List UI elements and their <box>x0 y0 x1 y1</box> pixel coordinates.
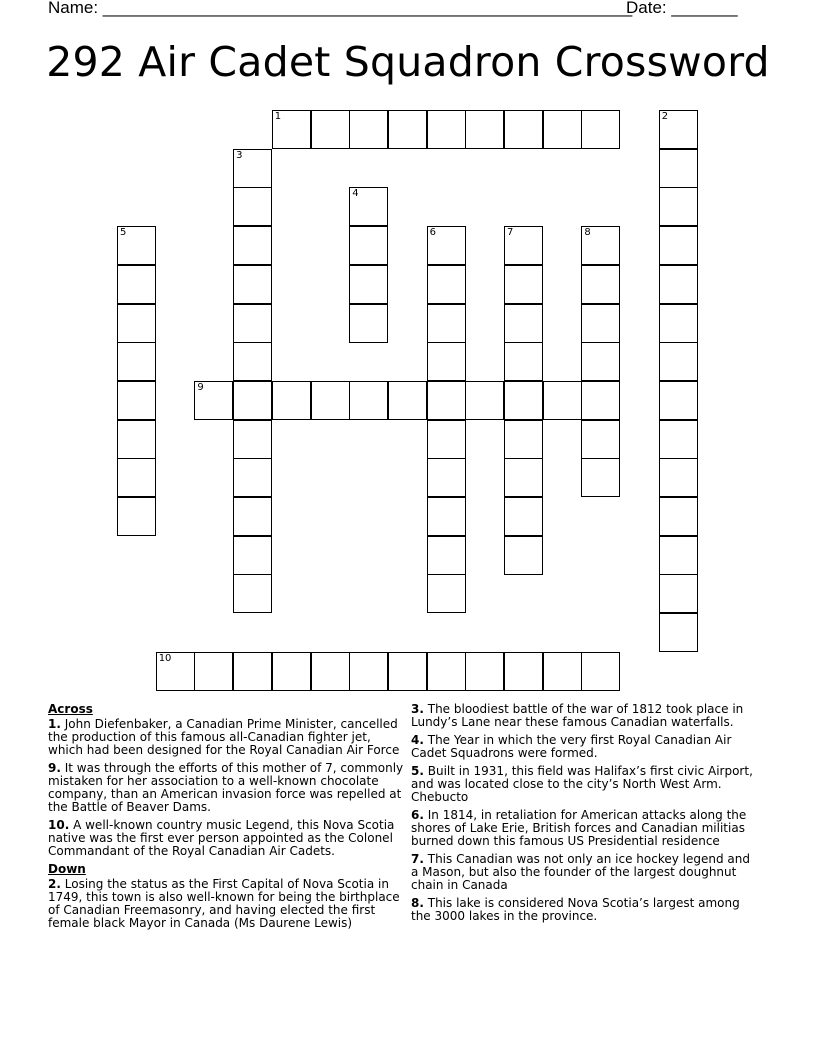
clue-number-label: 5 <box>120 227 127 239</box>
clue-number-label: 6 <box>429 227 436 239</box>
clue-number: 5. <box>411 764 424 778</box>
grid-cell[interactable] <box>233 265 272 304</box>
clue-down-3 <box>411 703 756 729</box>
clue-down-7 <box>411 853 756 892</box>
grid-cell[interactable] <box>659 458 698 497</box>
grid-cell[interactable] <box>427 265 466 304</box>
grid-cell[interactable] <box>659 536 698 575</box>
grid-cell[interactable] <box>504 497 543 536</box>
clue-text: Losing the status as the First Capital of Nova Scotia in 1749, this town is also well-known for being the birthplace of Canadian Freemasonry, and having elected the first female black Mayor in Canada (Ms Daurene Lewis) <box>48 877 400 930</box>
clue-down-8 <box>411 897 756 923</box>
clue-down-2 <box>48 878 406 930</box>
grid-cell[interactable] <box>427 304 466 343</box>
clue-across-1 <box>48 718 406 757</box>
grid-cell[interactable] <box>349 381 388 420</box>
grid-cell[interactable] <box>349 226 388 265</box>
grid-cell[interactable] <box>504 304 543 343</box>
grid-cell[interactable] <box>581 110 620 149</box>
grid-cell[interactable] <box>504 536 543 575</box>
clue-number: 7. <box>411 852 424 866</box>
grid-cell[interactable] <box>117 497 156 536</box>
grid-cell[interactable] <box>117 304 156 343</box>
clue-number: 8. <box>411 896 424 910</box>
grid-cell[interactable] <box>581 304 620 343</box>
grid-cell[interactable] <box>233 458 272 497</box>
clue-text: In 1814, in retaliation for American attacks along the shores of Lake Erie, British forces and Canadian militias burned down this famous US Presidential residence <box>411 808 747 848</box>
grid-cell[interactable] <box>156 652 195 691</box>
clue-number: 6. <box>411 808 424 822</box>
grid-cell[interactable] <box>388 381 427 420</box>
grid-cell[interactable] <box>581 458 620 497</box>
clues-column-left <box>48 703 406 935</box>
grid-cell[interactable] <box>504 652 543 691</box>
grid-cell[interactable] <box>465 652 504 691</box>
clue-number-label: 10 <box>158 652 172 664</box>
clue-number: 2. <box>48 877 61 891</box>
grid-cell[interactable] <box>659 613 698 652</box>
grid-cell[interactable] <box>504 420 543 459</box>
clue-down-4 <box>411 734 756 760</box>
clue-down-6 <box>411 809 756 848</box>
clue-number-label: 7 <box>507 227 514 239</box>
grid-cell[interactable] <box>504 265 543 304</box>
clue-number-label: 8 <box>584 227 591 239</box>
clue-number: 3. <box>411 702 424 716</box>
grid-cell[interactable] <box>349 304 388 343</box>
grid-cell[interactable] <box>504 381 543 420</box>
grid-cell[interactable] <box>233 226 272 265</box>
grid-cell[interactable] <box>117 265 156 304</box>
clue-number-label: 3 <box>236 149 243 161</box>
grid-cell[interactable] <box>349 110 388 149</box>
clue-number: 9. <box>48 761 61 775</box>
grid-cell[interactable] <box>427 226 466 265</box>
grid-cell[interactable] <box>581 420 620 459</box>
clue-text: This Canadian was not only an ice hockey legend and a Mason, but also the founder of the largest doughnut chain in Canada <box>411 852 750 892</box>
grid-cell[interactable] <box>233 381 272 420</box>
grid-cell[interactable] <box>659 574 698 613</box>
grid-cell[interactable] <box>659 497 698 536</box>
grid-cell[interactable] <box>427 458 466 497</box>
clue-number-label: 2 <box>661 111 669 122</box>
grid-cell[interactable] <box>349 187 388 226</box>
clue-down-5 <box>411 765 756 804</box>
page-title: 292 Air Cadet Squadron Crossword <box>46 38 770 86</box>
grid-cell[interactable] <box>117 226 156 265</box>
grid-cell[interactable] <box>427 110 466 149</box>
grid-cell[interactable] <box>659 381 698 420</box>
grid-cell[interactable] <box>427 420 466 459</box>
grid-cell[interactable] <box>117 342 156 381</box>
grid-cell[interactable] <box>504 110 543 149</box>
grid-cell[interactable] <box>659 342 698 381</box>
grid-cell[interactable] <box>543 381 582 420</box>
grid-cell[interactable] <box>543 652 582 691</box>
grid-cell[interactable] <box>194 381 233 420</box>
grid-cell[interactable] <box>233 652 272 691</box>
date-field-label[interactable]: Date: _______ <box>626 0 738 17</box>
clue-text: The Year in which the very first Royal Canadian Air Cadet Squadrons were formed. <box>411 733 732 760</box>
clue-across-9 <box>48 762 406 814</box>
grid-cell[interactable] <box>272 381 311 420</box>
grid-cell[interactable] <box>427 342 466 381</box>
grid-cell[interactable] <box>427 381 466 420</box>
grid-cell[interactable] <box>233 187 272 226</box>
grid-cell[interactable] <box>504 458 543 497</box>
across-heading: Across <box>48 702 93 716</box>
grid-cell[interactable] <box>311 110 350 149</box>
clue-number: 4. <box>411 733 424 747</box>
grid-cell[interactable] <box>581 342 620 381</box>
grid-cell[interactable] <box>427 497 466 536</box>
grid-cell[interactable] <box>659 265 698 304</box>
clue-number-label: 9 <box>197 381 204 393</box>
grid-cell[interactable] <box>349 265 388 304</box>
grid-cell[interactable] <box>233 149 272 188</box>
clue-text: Built in 1931, this field was Halifax’s first civic Airport, and was located close to the city’s North West Arm. Chebucto <box>411 764 753 804</box>
grid-cell[interactable] <box>233 497 272 536</box>
grid-cell[interactable] <box>272 652 311 691</box>
grid-cell[interactable] <box>233 536 272 575</box>
grid-cell[interactable] <box>504 226 543 265</box>
clues-column-right <box>411 703 756 928</box>
grid-cell[interactable] <box>581 265 620 304</box>
grid-cell[interactable] <box>233 342 272 381</box>
grid-cell[interactable] <box>659 226 698 265</box>
grid-cell[interactable] <box>427 536 466 575</box>
name-field-label[interactable]: Name: ________________________________________________________ <box>48 0 633 17</box>
down-heading: Down <box>48 862 86 876</box>
clue-number-label: 1 <box>274 111 282 122</box>
clue-text: This lake is considered Nova Scotia’s largest among the 3000 lakes in the province. <box>411 896 740 923</box>
grid-cell[interactable] <box>659 110 698 149</box>
clue-across-10 <box>48 819 406 858</box>
clue-text: A well-known country music Legend, this Nova Scotia native was the first ever person appointed as the Colonel Commandant of the Royal Canadian Air Cadets. <box>48 818 395 858</box>
grid-cell[interactable] <box>581 652 620 691</box>
grid-cell[interactable] <box>194 652 233 691</box>
clue-number: 10. <box>48 818 70 832</box>
grid-cell[interactable] <box>388 652 427 691</box>
grid-cell[interactable] <box>233 574 272 613</box>
grid-cell[interactable] <box>233 304 272 343</box>
grid-cell[interactable] <box>581 226 620 265</box>
grid-cell[interactable] <box>117 458 156 497</box>
grid-cell[interactable] <box>465 381 504 420</box>
grid-cell[interactable] <box>311 381 350 420</box>
clue-text: It was through the efforts of this mother of 7, commonly mistaken for her association to a well-known chocolate company, than an American invasion force was repelled at the Battle of Beaver Dams. <box>48 761 404 814</box>
clue-number-label: 4 <box>352 188 359 200</box>
grid-cell[interactable] <box>117 381 156 420</box>
grid-cell[interactable] <box>659 187 698 226</box>
grid-cell[interactable] <box>543 110 582 149</box>
grid-cell[interactable] <box>427 652 466 691</box>
grid-cell[interactable] <box>659 304 698 343</box>
grid-cell[interactable] <box>117 420 156 459</box>
grid-cell[interactable] <box>659 420 698 459</box>
grid-cell[interactable] <box>427 574 466 613</box>
clue-text: The bloodiest battle of the war of 1812 took place in Lundy’s Lane near these famous Canadian waterfalls. <box>411 702 744 729</box>
clue-text: John Diefenbaker, a Canadian Prime Minister, cancelled the production of this famous all-Canadian fighter jet, which had been designed for the Royal Canadian Air Force <box>48 717 400 757</box>
grid-cell[interactable] <box>272 110 311 149</box>
grid-cell[interactable] <box>465 110 504 149</box>
grid-cell[interactable] <box>581 381 620 420</box>
grid-cell[interactable] <box>233 420 272 459</box>
grid-cell[interactable] <box>349 652 388 691</box>
grid-cell[interactable] <box>388 110 427 149</box>
grid-cell[interactable] <box>504 342 543 381</box>
clue-number: 1. <box>48 717 61 731</box>
grid-cell[interactable] <box>659 149 698 188</box>
grid-cell[interactable] <box>311 652 350 691</box>
